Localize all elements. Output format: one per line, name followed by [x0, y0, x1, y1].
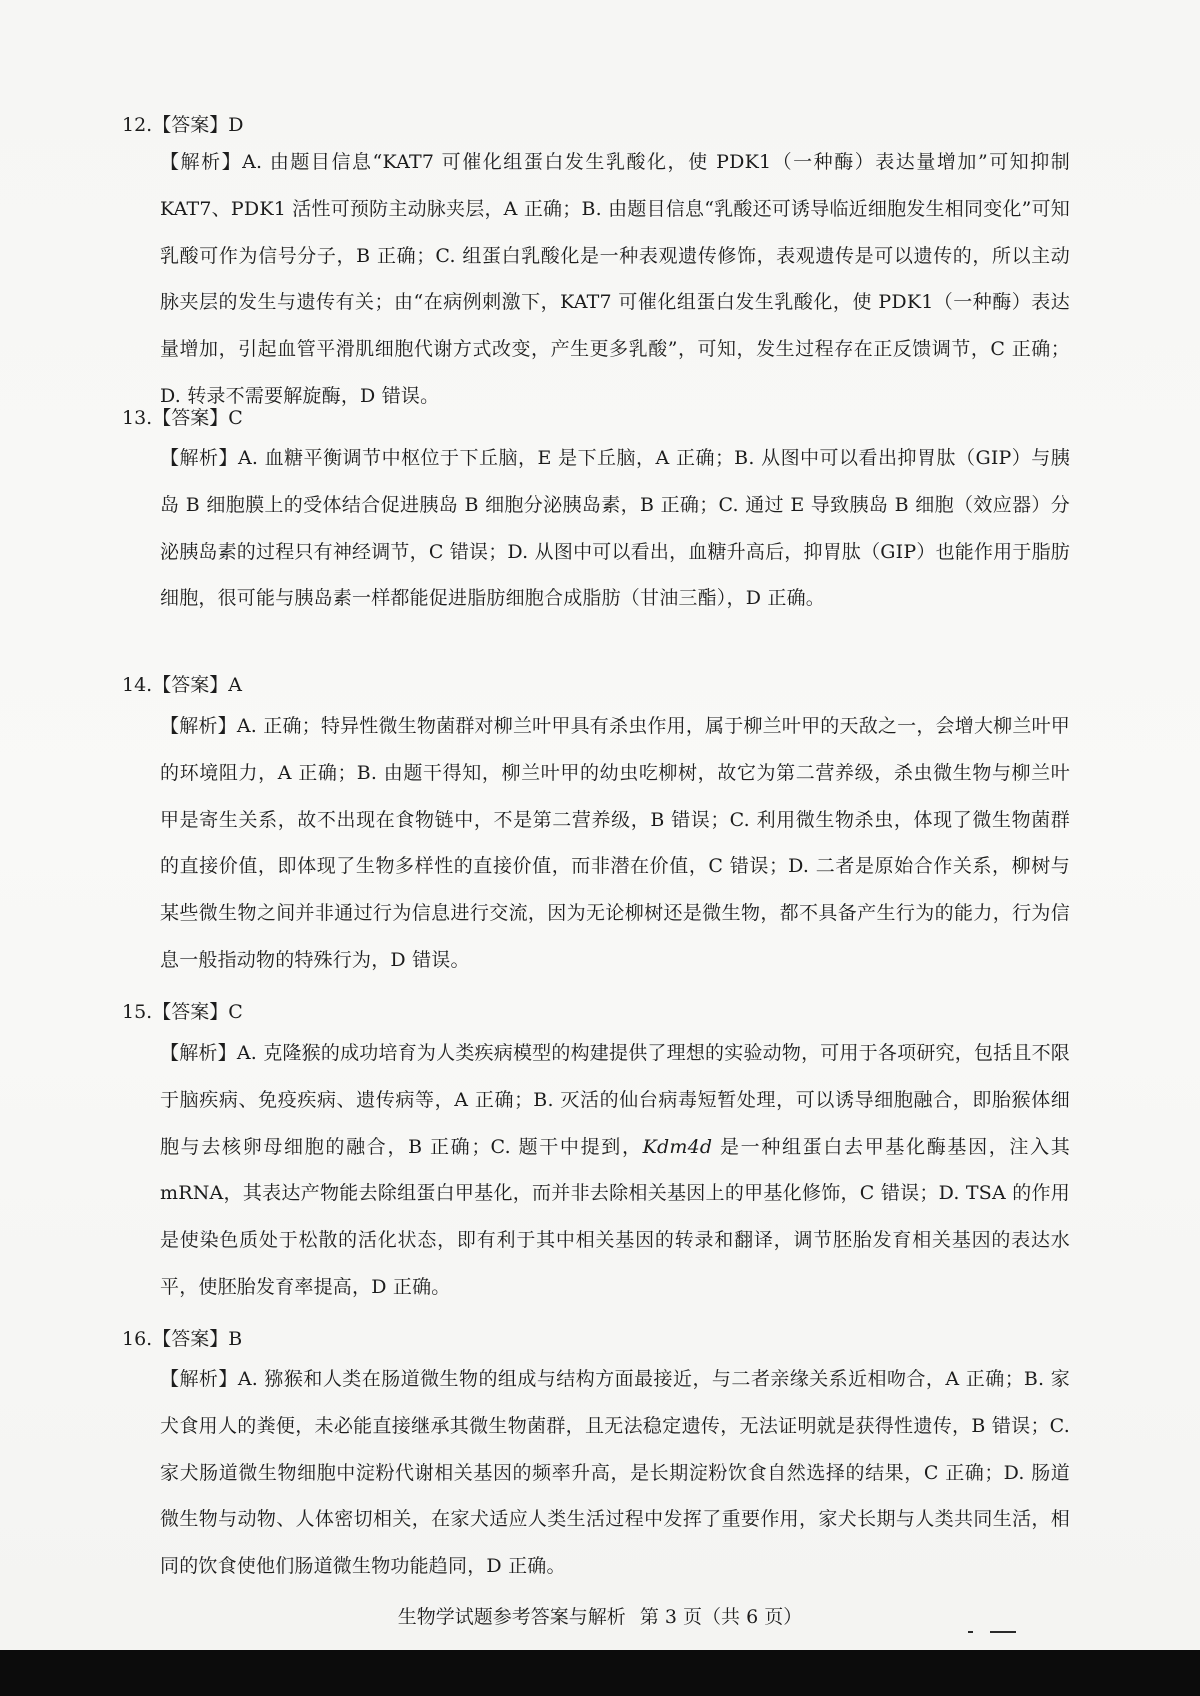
answer-line: 【答案】A: [152, 674, 242, 696]
answer-line: 【答案】C: [152, 407, 243, 429]
analysis-text: 是一种组蛋白去甲基化酶基因，注入其 mRNA，其表达产物能去除组蛋白甲基化，而并非去除相关基因上的甲基化修饰，C 错误；D. TSA 的作用是使染色质处于松散的活化状态，即有利于其中相关基因的转录和翻译，调节胚胎发育相关基因的表达水平，使胚胎发育率提高，D 正确。: [160, 1135, 1070, 1298]
question-14-answer: [122, 670, 1082, 700]
footer-page-number: 第 3 页（共 6 页）: [639, 1606, 803, 1628]
question-16-analysis: 【解析】A. 猕猴和人类在肠道微生物的组成与结构方面最接近，与二者亲缘关系近相吻合，A 正确；B. 家犬食用人的粪便，未必能直接继承其微生物菌群，且无法稳定遗传，无法证明就是获得性遗传，B 错误；C. 家犬肠道微生物细胞中淀粉代谢相关基因的频率升高，是长期淀粉饮食自然选择的结果，C 正确；D. 肠道微生物与动物、人体密切相关，在家犬适应人类生活过程中发挥了重要作用，家犬长期与人类共同生活，相同的饮食使他们肠道微生物功能趋同，D 正确。: [160, 1368, 1070, 1578]
question-15-answer: [122, 997, 1082, 1027]
footer-title: 生物学试题参考答案与解析: [397, 1606, 626, 1628]
question-13-analysis: 【解析】A. 血糖平衡调节中枢位于下丘脑，E 是下丘脑，A 正确；B. 从图中可以看出抑胃肽（GIP）与胰岛 B 细胞膜上的受体结合促进胰岛 B 细胞分泌胰岛素，B 正确；C. 通过 E 导致胰岛 B 细胞（效应器）分泌胰岛素的过程只有神经调节，C 错误；D. 从图中可以看出，血糖升高后，抑胃肽（GIP）也能作用于脂肪细胞，很可能与胰岛素一样都能促进脂肪细胞合成脂肪（甘油三酯），D 正确。: [160, 447, 1070, 610]
question-12-analysis: 【解析】A. 由题目信息“KAT7 可催化组蛋白发生乳酸化，使 PDK1（一种酶）表达量增加”可知抑制 KAT7、PDK1 活性可预防主动脉夹层，A 正确；B. 由题目信息“乳酸还可诱导临近细胞发生相同变化”可知乳酸可作为信号分子，B 正确；C. 组蛋白乳酸化是一种表观遗传修饰，表观遗传是可以遗传的，所以主动脉夹层的发生与遗传有关；由“在病例刺激下，KAT7 可催化组蛋白发生乳酸化，使 PDK1（一种酶）表达量增加，引起血管平滑肌细胞代谢方式改变，产生更多乳酸”，可知，发生过程存在正反馈调节，C 正确；D. 转录不需要解旋酶，D 错误。: [160, 151, 1070, 407]
question-15-analysis: [160, 1030, 1070, 1311]
gene-name: Kdm4d: [642, 1135, 713, 1158]
question-number: 13.: [122, 407, 153, 429]
question-16-answer: [122, 1324, 1082, 1354]
answer-line: 【答案】D: [152, 114, 244, 136]
question-number: 16.: [122, 1328, 153, 1350]
analysis-text: 【解析】A. 克隆猴的成功培育为人类疾病模型的构建提供了理想的实验动物，可用于各项研究，包括且不限于脑疾病、免疫疾病、遗传病等，A 正确；B. 灭活的仙台病毒短暂处理，可以诱导细胞融合，即胎猴体细胞与去核卵母细胞的融合，B 正确；C. 题干中提到，: [160, 1042, 1070, 1158]
question-number: 12.: [122, 114, 153, 136]
page-footer: [0, 1602, 1200, 1632]
question-number: 15.: [122, 1001, 153, 1023]
bottom-black-bar: [0, 1650, 1200, 1696]
scan-mark: [968, 1631, 973, 1633]
scan-mark: [990, 1631, 1016, 1633]
question-number: 14.: [122, 674, 153, 696]
answer-line: 【答案】B: [152, 1328, 243, 1350]
question-14-analysis: 【解析】A. 正确；特异性微生物菌群对柳兰叶甲具有杀虫作用，属于柳兰叶甲的天敌之一，会增大柳兰叶甲的环境阻力，A 正确；B. 由题干得知，柳兰叶甲的幼虫吃柳树，故它为第二营养级，杀虫微生物与柳兰叶甲是寄生关系，故不出现在食物链中，不是第二营养级，B 错误；C. 利用微生物杀虫，体现了微生物菌群的直接价值，即体现了生物多样性的直接价值，而非潜在价值，C 错误；D. 二者是原始合作关系，柳树与某些微生物之间并非通过行为信息进行交流，因为无论柳树还是微生物，都不具备产生行为的能力，行为信息一般指动物的特殊行为，D 错误。: [160, 715, 1070, 971]
answer-line: 【答案】C: [152, 1001, 243, 1023]
question-13-answer: [122, 403, 1082, 433]
question-12-answer: [122, 110, 1082, 140]
